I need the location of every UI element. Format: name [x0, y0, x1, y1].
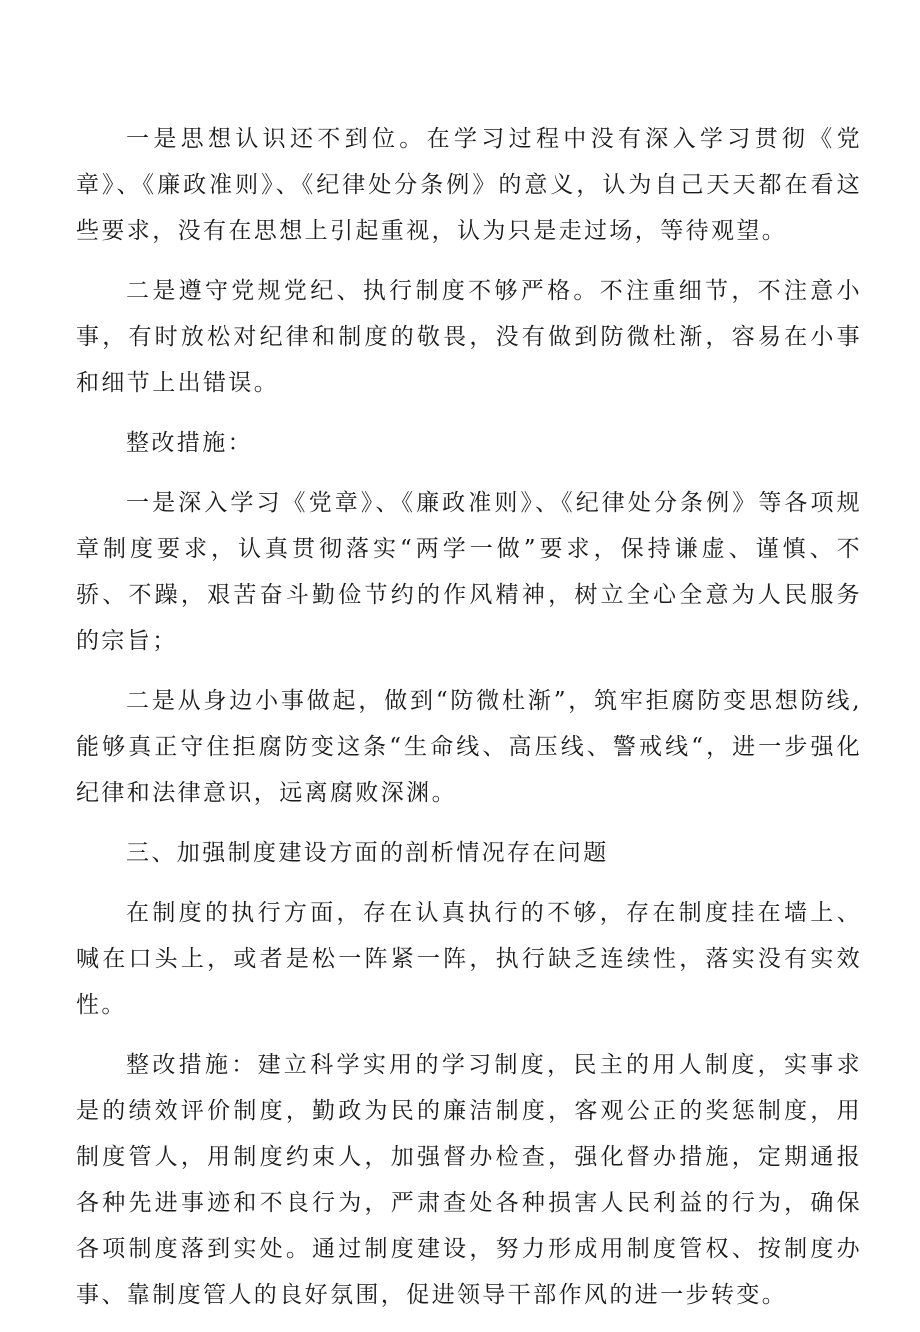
paragraph-rectification-study: 一是深入学习《党章》、《廉政准则》、《纪律处分条例》等各项规章制度要求，认真贯彻落实“两学一做”要求，保持谦虚、谨慎、不骄、不躁，艰苦奋斗勤俭节约的作风精神，树立全心全意为人民服务的宗旨；	[76, 490, 862, 654]
paragraph-system-rectification: 整改措施：建立科学实用的学习制度，民主的用人制度，实事求是的绩效评价制度，勤政为民的廉洁制度，客观公正的奖惩制度，用制度管人，用制度约束人，加强督办检查，强化督办措施，定期通报各种先进事迹和不良行为，严肃查处各种损害人民利益的行为，确保各项制度落到实处。通过制度建设，努力形成用制度管权、按制度办事、靠制度管人的良好氛围，促进领导干部作风的进一步转变。	[76, 1052, 862, 1308]
paragraph-rectification-small-things: 二是从身边小事做起，做到“防微杜渐”，筑牢拒腐防变思想防线,能够真正守住拒腐防变这条“生命线、高压线、警戒线“，进一步强化纪律和法律意识，远离腐败深渊。	[76, 688, 862, 806]
paragraph-ideology-awareness: 一是思想认识还不到位。在学习过程中没有深入学习贯彻《党章》、《廉政准则》、《纪律处分条例》的意义，认为自己天天都在看这些要求，没有在思想上引起重视，认为只是走过场，等待观望。	[76, 126, 862, 244]
paragraph-system-execution: 在制度的执行方面，存在认真执行的不够，存在制度挂在墙上、喊在口头上，或者是松一阵紧一阵，执行缺乏连续性，落实没有实效性。	[76, 900, 862, 1018]
paragraph-rectification-heading: 整改措施：	[126, 430, 253, 456]
document-page	[76, 116, 862, 1332]
section-heading-system-building: 三、加强制度建设方面的剖析情况存在问题	[126, 840, 609, 866]
paragraph-discipline-compliance: 二是遵守党规党纪、执行制度不够严格。不注重细节，不注意小事，有时放松对纪律和制度的敬畏，没有做到防微杜渐，容易在小事和细节上出错误。	[76, 278, 862, 396]
